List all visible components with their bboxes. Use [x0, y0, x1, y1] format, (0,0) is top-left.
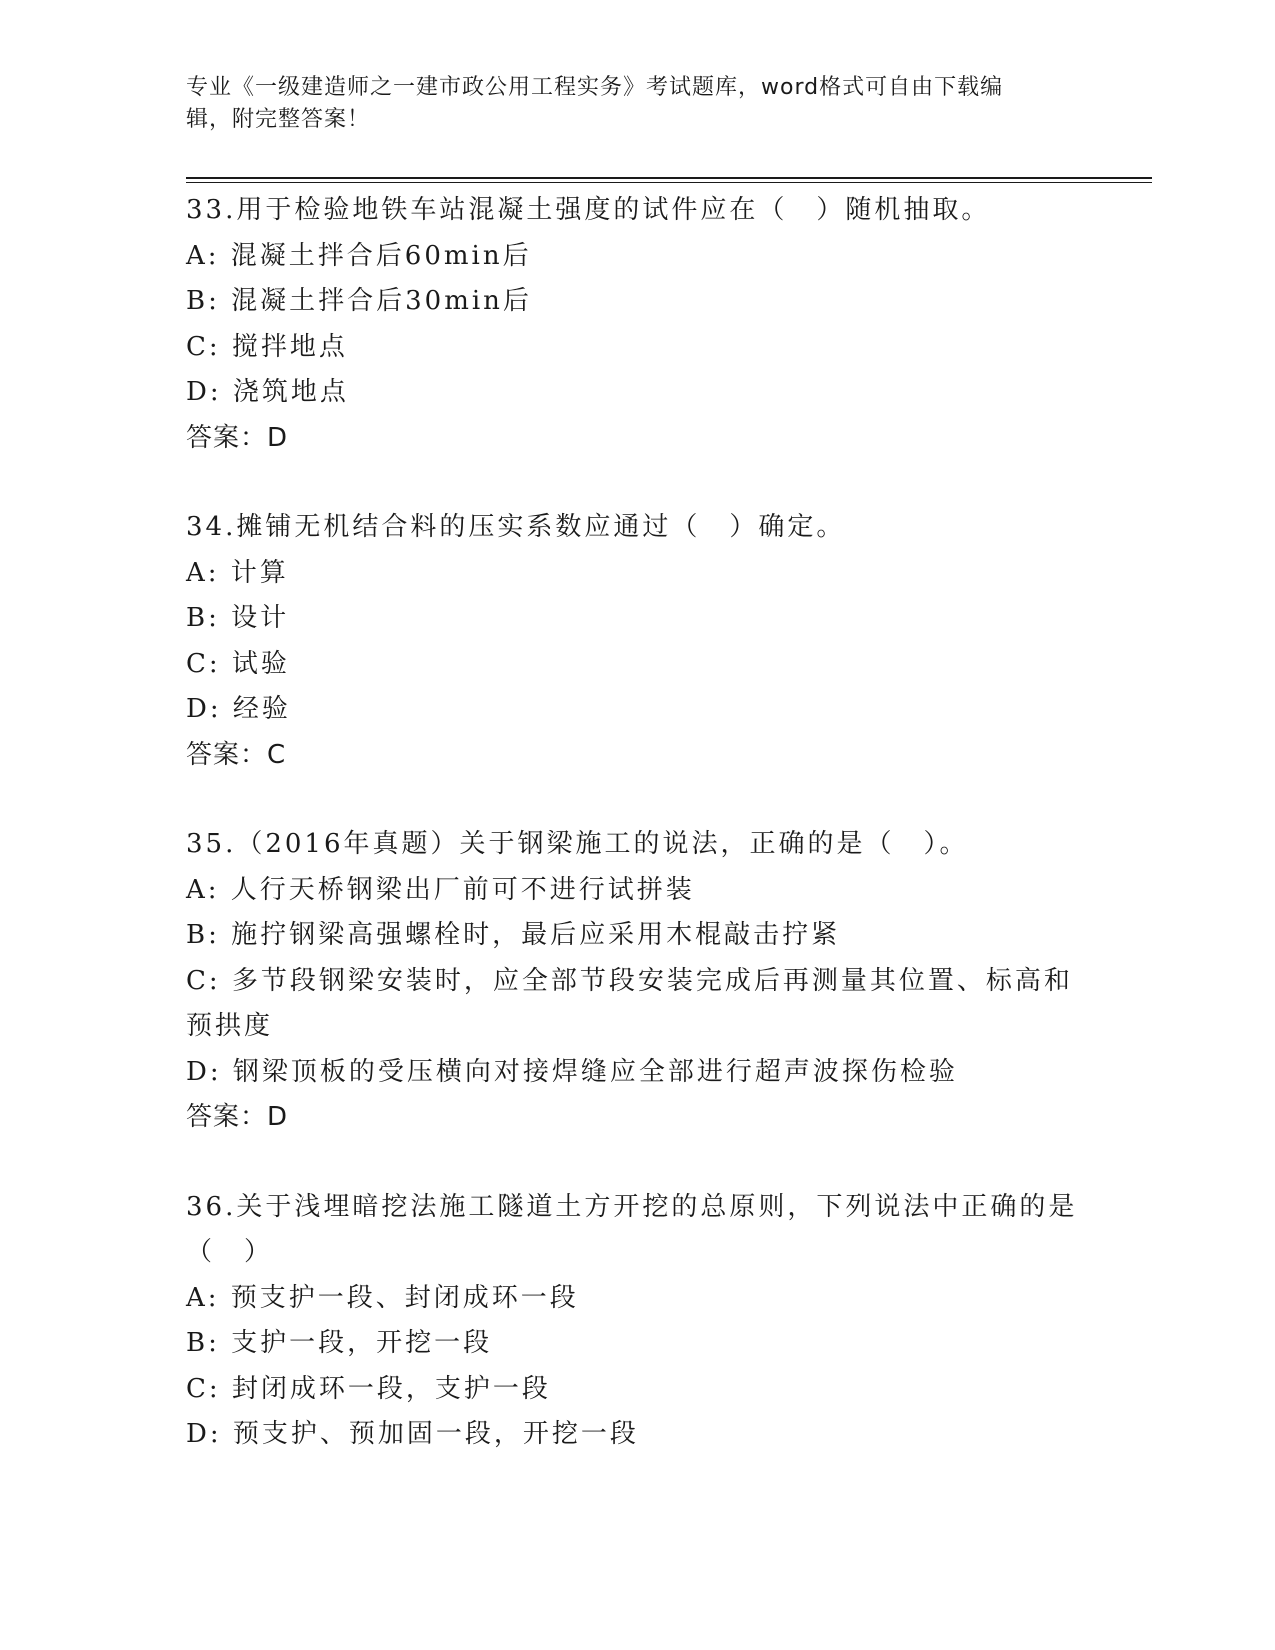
question-list — [186, 188, 1086, 1502]
option-d: D: 预支护、预加固一段，开挖一段 — [186, 1419, 639, 1449]
question-stem: 36.关于浅埋暗挖法施工隧道土方开挖的总原则，下列说法中正确的是 — [186, 1191, 1078, 1222]
question-34 — [186, 505, 1086, 778]
option-a: A: 混凝土拌合后60min后 — [186, 240, 532, 271]
option-a: A: 计算 — [186, 557, 289, 588]
option-d: D: 钢梁顶板的受压横向对接焊缝应全部进行超声波探伤检验 — [186, 1056, 958, 1087]
question-33 — [186, 188, 1086, 461]
answer-text: 答案：D — [186, 422, 289, 453]
option-b: B: 设计 — [186, 603, 290, 633]
question-35 — [186, 822, 1086, 1141]
option-c: C: 封闭成环一段，支护一段 — [186, 1373, 551, 1404]
option-d: D: 浇筑地点 — [186, 377, 349, 407]
option-c: C: 多节段钢梁安装时，应全部节段安装完成后再测量其位置、标高和 — [186, 965, 1073, 996]
question-stem: 33.用于检验地铁车站混凝土强度的试件应在（ ）随机抽取。 — [186, 195, 991, 225]
header-line-2: 辑，附完整答案！ — [186, 107, 371, 132]
option-c: C: 搅拌地点 — [186, 331, 348, 362]
option-a: A: 预支护一段、封闭成环一段 — [186, 1282, 579, 1313]
header-line-1: 专业《一级建造师之一建市政公用工程实务》考试题库，word格式可自由下载编 — [186, 75, 1004, 100]
option-c: C: 试验 — [186, 648, 290, 679]
header-rule-thin — [186, 182, 1152, 183]
option-d: D: 经验 — [186, 694, 291, 724]
document-header — [186, 72, 1066, 136]
question-stem: 34.摊铺无机结合料的压实系数应通过（ ）确定。 — [186, 512, 846, 542]
header-rule-thick — [186, 177, 1152, 179]
option-b: B: 施拧钢梁高强螺栓时，最后应采用木棍敲击拧紧 — [186, 920, 841, 950]
question-stem: 35.（2016年真题）关于钢梁施工的说法，正确的是（ ）。 — [186, 829, 969, 859]
option-c-continued: 预拱度 — [186, 1011, 274, 1041]
question-stem-continued: （ ） — [186, 1237, 274, 1267]
option-a: A: 人行天桥钢梁出厂前可不进行试拼装 — [186, 874, 695, 905]
option-b: B: 支护一段，开挖一段 — [186, 1328, 493, 1358]
answer-text: 答案：D — [186, 1102, 289, 1132]
question-36 — [186, 1185, 1086, 1458]
answer-text: 答案：C — [186, 739, 287, 770]
option-b: B: 混凝土拌合后30min后 — [186, 286, 532, 316]
